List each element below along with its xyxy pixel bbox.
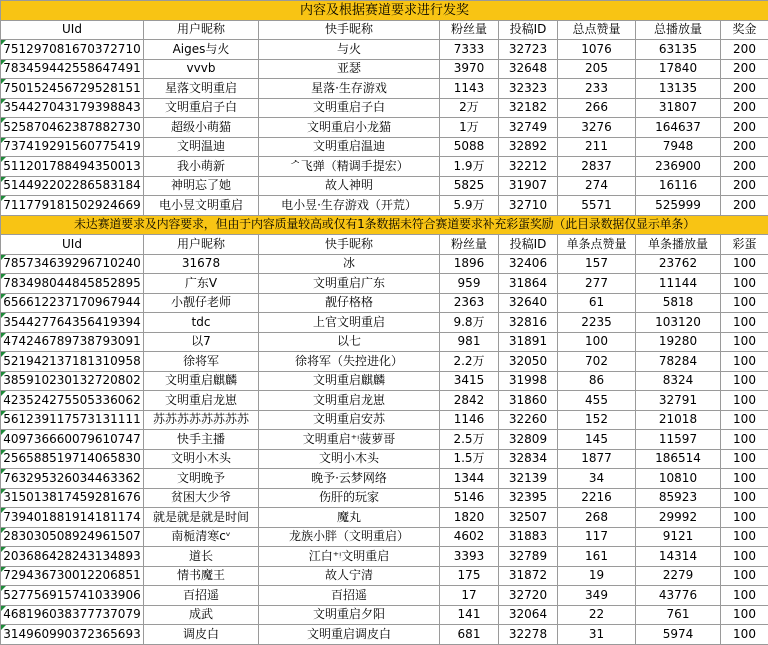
column-header: 总点赞量: [558, 20, 636, 40]
uid-cell: 511201788494350013: [1, 157, 144, 177]
likes-cell: 274: [558, 176, 636, 196]
kuaishou-nickname-cell: 故人宁清: [259, 566, 440, 586]
user-nickname-cell: vvvb: [144, 59, 259, 79]
reward-cell: 200: [721, 118, 768, 138]
uid-cell: 354427043179398843: [1, 98, 144, 118]
column-header: 总播放量: [636, 20, 721, 40]
user-nickname-cell: 情书魔王: [144, 566, 259, 586]
submission-id-cell: 31998: [499, 371, 558, 391]
column-header: 奖金: [721, 20, 768, 40]
submission-id-cell: 32050: [499, 352, 558, 372]
reward-cell: 100: [721, 449, 768, 469]
column-header: 用户昵称: [144, 235, 259, 255]
submission-id-cell: 32834: [499, 449, 558, 469]
submission-id-cell: 32323: [499, 79, 558, 99]
reward-cell: 100: [721, 352, 768, 372]
kuaishou-nickname-cell: 徐将军（失控进化）: [259, 352, 440, 372]
plays-cell: 761: [636, 605, 721, 625]
table-row: [1, 527, 768, 547]
plays-cell: 8324: [636, 371, 721, 391]
likes-cell: 277: [558, 274, 636, 294]
fans-cell: 7333: [440, 40, 499, 60]
submission-id-cell: 32749: [499, 118, 558, 138]
likes-cell: 145: [558, 430, 636, 450]
table-row: [1, 508, 768, 528]
table-row: [1, 566, 768, 586]
reward-cell: 100: [721, 371, 768, 391]
fans-cell: 3970: [440, 59, 499, 79]
submission-id-cell: 31883: [499, 527, 558, 547]
likes-cell: 157: [558, 254, 636, 274]
fans-cell: 17: [440, 586, 499, 606]
plays-cell: 10810: [636, 469, 721, 489]
submission-id-cell: 31864: [499, 274, 558, 294]
section2-title: 未达赛道要求及内容要求，但由于内容质量较高或仅有1条数据未符合赛道要求补充彩蛋奖励（此目录数据仅显示单条）: [1, 215, 768, 235]
plays-cell: 31807: [636, 98, 721, 118]
fans-cell: 3393: [440, 547, 499, 567]
uid-cell: 315013817459281676: [1, 488, 144, 508]
plays-cell: 164637: [636, 118, 721, 138]
table-row: [1, 293, 768, 313]
table-row: [1, 469, 768, 489]
plays-cell: 13135: [636, 79, 721, 99]
kuaishou-nickname-cell: 百招遥: [259, 586, 440, 606]
uid-cell: 423524275505336062: [1, 391, 144, 411]
likes-cell: 2216: [558, 488, 636, 508]
fans-cell: 5825: [440, 176, 499, 196]
plays-cell: 63135: [636, 40, 721, 60]
reward-cell: 100: [721, 313, 768, 333]
plays-cell: 2279: [636, 566, 721, 586]
fans-cell: 1万: [440, 118, 499, 138]
kuaishou-nickname-cell: 以七: [259, 332, 440, 352]
user-nickname-cell: 快手主播: [144, 430, 259, 450]
submission-id-cell: 32720: [499, 586, 558, 606]
fans-cell: 2.2万: [440, 352, 499, 372]
reward-cell: 200: [721, 176, 768, 196]
column-header: 快手昵称: [259, 20, 440, 40]
kuaishou-nickname-cell: 靓仔格格: [259, 293, 440, 313]
uid-cell: 474246789738793091: [1, 332, 144, 352]
kuaishou-nickname-cell: ᄼ飞弹（精调手提宏）: [259, 157, 440, 177]
plays-cell: 5818: [636, 293, 721, 313]
user-nickname-cell: 苏苏苏苏苏苏苏苏: [144, 410, 259, 430]
uid-cell: 256588519714065830: [1, 449, 144, 469]
reward-cell: 100: [721, 488, 768, 508]
table-row: [1, 625, 768, 645]
table-row: [1, 371, 768, 391]
kuaishou-nickname-cell: 文明重启龙崽: [259, 391, 440, 411]
table-row: [1, 254, 768, 274]
section1-title-row: [1, 1, 768, 21]
reward-cell: 200: [721, 40, 768, 60]
likes-cell: 266: [558, 98, 636, 118]
user-nickname-cell: 小靓仔老师: [144, 293, 259, 313]
uid-cell: 354427764356419394: [1, 313, 144, 333]
table-row: [1, 157, 768, 177]
fans-cell: 5.9万: [440, 196, 499, 216]
submission-id-cell: 32723: [499, 40, 558, 60]
user-nickname-cell: Aiges与火: [144, 40, 259, 60]
kuaishou-nickname-cell: 龙族小胖（文明重启）: [259, 527, 440, 547]
fans-cell: 3415: [440, 371, 499, 391]
kuaishou-nickname-cell: 故人神明: [259, 176, 440, 196]
column-header: 单条播放量: [636, 235, 721, 255]
reward-cell: 200: [721, 137, 768, 157]
plays-cell: 11144: [636, 274, 721, 294]
uid-cell: 763295326034463362: [1, 469, 144, 489]
uid-cell: 783498044845852895: [1, 274, 144, 294]
uid-cell: 751297081670372710: [1, 40, 144, 60]
reward-cell: 200: [721, 59, 768, 79]
uid-cell: 514492202286583184: [1, 176, 144, 196]
user-nickname-cell: 31678: [144, 254, 259, 274]
uid-cell: 283030508924961507: [1, 527, 144, 547]
submission-id-cell: 32892: [499, 137, 558, 157]
fans-cell: 1344: [440, 469, 499, 489]
plays-cell: 525999: [636, 196, 721, 216]
table-row: [1, 137, 768, 157]
kuaishou-nickname-cell: 晚予·云梦网络: [259, 469, 440, 489]
submission-id-cell: 32278: [499, 625, 558, 645]
fans-cell: 959: [440, 274, 499, 294]
uid-cell: 409736660079610747: [1, 430, 144, 450]
submission-id-cell: 32212: [499, 157, 558, 177]
uid-cell: 203686428243134893: [1, 547, 144, 567]
uid-cell: 385910230132720802: [1, 371, 144, 391]
plays-cell: 236900: [636, 157, 721, 177]
submission-id-cell: 32064: [499, 605, 558, 625]
submission-id-cell: 32139: [499, 469, 558, 489]
reward-cell: 100: [721, 410, 768, 430]
likes-cell: 1076: [558, 40, 636, 60]
kuaishou-nickname-cell: 亚瑟: [259, 59, 440, 79]
kuaishou-nickname-cell: 文明重启麒麟: [259, 371, 440, 391]
table-row: [1, 274, 768, 294]
submission-id-cell: 32710: [499, 196, 558, 216]
uid-cell: 737419291560775419: [1, 137, 144, 157]
table-row: [1, 430, 768, 450]
reward-cell: 200: [721, 79, 768, 99]
plays-cell: 43776: [636, 586, 721, 606]
reward-cell: 100: [721, 430, 768, 450]
user-nickname-cell: 文明小木头: [144, 449, 259, 469]
column-header: 快手昵称: [259, 235, 440, 255]
likes-cell: 1877: [558, 449, 636, 469]
kuaishou-nickname-cell: 文明重启⁺ᵎ菠萝哥: [259, 430, 440, 450]
kuaishou-nickname-cell: 冰: [259, 254, 440, 274]
fans-cell: 1820: [440, 508, 499, 528]
table-row: [1, 605, 768, 625]
fans-cell: 141: [440, 605, 499, 625]
likes-cell: 5571: [558, 196, 636, 216]
likes-cell: 702: [558, 352, 636, 372]
uid-cell: 739401881914181174: [1, 508, 144, 528]
likes-cell: 455: [558, 391, 636, 411]
uid-cell: 468196038377737079: [1, 605, 144, 625]
fans-cell: 2363: [440, 293, 499, 313]
table-row: [1, 352, 768, 372]
reward-cell: 100: [721, 586, 768, 606]
reward-cell: 100: [721, 625, 768, 645]
kuaishou-nickname-cell: 江白⁺ᵎ文明重启: [259, 547, 440, 567]
likes-cell: 100: [558, 332, 636, 352]
likes-cell: 349: [558, 586, 636, 606]
fans-cell: 5088: [440, 137, 499, 157]
section2-header-row: [1, 235, 768, 255]
submission-id-cell: 31891: [499, 332, 558, 352]
table-row: [1, 410, 768, 430]
plays-cell: 32791: [636, 391, 721, 411]
uid-cell: 711779181502924669: [1, 196, 144, 216]
table-row: [1, 547, 768, 567]
likes-cell: 22: [558, 605, 636, 625]
fans-cell: 2万: [440, 98, 499, 118]
likes-cell: 19: [558, 566, 636, 586]
reward-cell: 100: [721, 469, 768, 489]
column-header: 粉丝量: [440, 235, 499, 255]
reward-cell: 100: [721, 293, 768, 313]
user-nickname-cell: 超级小萌猫: [144, 118, 259, 138]
likes-cell: 61: [558, 293, 636, 313]
reward-cell: 100: [721, 566, 768, 586]
likes-cell: 2837: [558, 157, 636, 177]
likes-cell: 152: [558, 410, 636, 430]
table-row: [1, 488, 768, 508]
fans-cell: 9.8万: [440, 313, 499, 333]
user-nickname-cell: 贫困大少爷: [144, 488, 259, 508]
kuaishou-nickname-cell: 文明小木头: [259, 449, 440, 469]
reward-cell: 100: [721, 391, 768, 411]
plays-cell: 103120: [636, 313, 721, 333]
fans-cell: 681: [440, 625, 499, 645]
likes-cell: 117: [558, 527, 636, 547]
table-row: [1, 586, 768, 606]
plays-cell: 7948: [636, 137, 721, 157]
kuaishou-nickname-cell: 伤肝的玩家: [259, 488, 440, 508]
user-nickname-cell: 百招遥: [144, 586, 259, 606]
column-header: UId: [1, 235, 144, 255]
table-row: [1, 59, 768, 79]
user-nickname-cell: tdc: [144, 313, 259, 333]
uid-cell: 527756915741033906: [1, 586, 144, 606]
submission-id-cell: 32182: [499, 98, 558, 118]
fans-cell: 1143: [440, 79, 499, 99]
user-nickname-cell: 以7: [144, 332, 259, 352]
reward-cell: 200: [721, 157, 768, 177]
uid-cell: 750152456729528151: [1, 79, 144, 99]
plays-cell: 85923: [636, 488, 721, 508]
uid-cell: 785734639296710240: [1, 254, 144, 274]
user-nickname-cell: 就是就是就是时间: [144, 508, 259, 528]
submission-id-cell: 32809: [499, 430, 558, 450]
likes-cell: 31: [558, 625, 636, 645]
submission-id-cell: 31872: [499, 566, 558, 586]
column-header: 单条点赞量: [558, 235, 636, 255]
submission-id-cell: 32260: [499, 410, 558, 430]
column-header: 彩蛋: [721, 235, 768, 255]
table-row: [1, 332, 768, 352]
fans-cell: 2.5万: [440, 430, 499, 450]
fans-cell: 1896: [440, 254, 499, 274]
reward-cell: 200: [721, 98, 768, 118]
plays-cell: 19280: [636, 332, 721, 352]
uid-cell: 561239117573131111: [1, 410, 144, 430]
fans-cell: 1.9万: [440, 157, 499, 177]
user-nickname-cell: 文明重启龙崽: [144, 391, 259, 411]
reward-cell: 100: [721, 254, 768, 274]
plays-cell: 9121: [636, 527, 721, 547]
column-header: 投稿ID: [499, 235, 558, 255]
submission-id-cell: 31907: [499, 176, 558, 196]
kuaishou-nickname-cell: 电小昱·生存游戏（开荒）: [259, 196, 440, 216]
fans-cell: 1.5万: [440, 449, 499, 469]
table-row: [1, 313, 768, 333]
uid-cell: 783459442558647491: [1, 59, 144, 79]
kuaishou-nickname-cell: 文明重启子白: [259, 98, 440, 118]
submission-id-cell: 32406: [499, 254, 558, 274]
likes-cell: 161: [558, 547, 636, 567]
submission-id-cell: 31860: [499, 391, 558, 411]
section1-title: 内容及根据赛道要求进行发奖: [1, 1, 768, 21]
table-row: [1, 176, 768, 196]
likes-cell: 211: [558, 137, 636, 157]
submission-id-cell: 32395: [499, 488, 558, 508]
user-nickname-cell: 星落文明重启: [144, 79, 259, 99]
kuaishou-nickname-cell: 星落·生存游戏: [259, 79, 440, 99]
likes-cell: 3276: [558, 118, 636, 138]
plays-cell: 5974: [636, 625, 721, 645]
section1-header-row: [1, 20, 768, 40]
plays-cell: 23762: [636, 254, 721, 274]
submission-id-cell: 32816: [499, 313, 558, 333]
plays-cell: 29992: [636, 508, 721, 528]
plays-cell: 78284: [636, 352, 721, 372]
reward-cell: 100: [721, 332, 768, 352]
fans-cell: 175: [440, 566, 499, 586]
submission-id-cell: 32507: [499, 508, 558, 528]
user-nickname-cell: 调皮白: [144, 625, 259, 645]
fans-cell: 4602: [440, 527, 499, 547]
likes-cell: 2235: [558, 313, 636, 333]
kuaishou-nickname-cell: 文明重启夕阳: [259, 605, 440, 625]
table-row: [1, 40, 768, 60]
kuaishou-nickname-cell: 文明重启调皮白: [259, 625, 440, 645]
plays-cell: 17840: [636, 59, 721, 79]
kuaishou-nickname-cell: 文明重启温迪: [259, 137, 440, 157]
kuaishou-nickname-cell: 文明重启广东: [259, 274, 440, 294]
user-nickname-cell: 文明晚予: [144, 469, 259, 489]
table-row: [1, 79, 768, 99]
submission-id-cell: 32648: [499, 59, 558, 79]
plays-cell: 11597: [636, 430, 721, 450]
reward-cell: 100: [721, 508, 768, 528]
likes-cell: 86: [558, 371, 636, 391]
sheet-body: [1, 1, 768, 645]
user-nickname-cell: 文明重启麒麟: [144, 371, 259, 391]
likes-cell: 268: [558, 508, 636, 528]
plays-cell: 186514: [636, 449, 721, 469]
uid-cell: 656612237170967944: [1, 293, 144, 313]
plays-cell: 14314: [636, 547, 721, 567]
reward-cell: 200: [721, 196, 768, 216]
submission-id-cell: 32789: [499, 547, 558, 567]
user-nickname-cell: 我小萌新: [144, 157, 259, 177]
table-row: [1, 196, 768, 216]
likes-cell: 34: [558, 469, 636, 489]
kuaishou-nickname-cell: 文明重启安苏: [259, 410, 440, 430]
user-nickname-cell: 电小昱文明重启: [144, 196, 259, 216]
user-nickname-cell: 广东V: [144, 274, 259, 294]
uid-cell: 525870462387882730: [1, 118, 144, 138]
uid-cell: 521942137181310958: [1, 352, 144, 372]
user-nickname-cell: 神明忘了她: [144, 176, 259, 196]
table-row: [1, 118, 768, 138]
submission-id-cell: 32640: [499, 293, 558, 313]
kuaishou-nickname-cell: 文明重启小龙猫: [259, 118, 440, 138]
reward-cell: 100: [721, 605, 768, 625]
uid-cell: 729436730012206851: [1, 566, 144, 586]
user-nickname-cell: 文明温迪: [144, 137, 259, 157]
plays-cell: 21018: [636, 410, 721, 430]
table-row: [1, 391, 768, 411]
kuaishou-nickname-cell: 上官文明重启: [259, 313, 440, 333]
user-nickname-cell: 道长: [144, 547, 259, 567]
section2-title-row: [1, 215, 768, 235]
reward-cell: 100: [721, 547, 768, 567]
table-row: [1, 98, 768, 118]
kuaishou-nickname-cell: 与火: [259, 40, 440, 60]
user-nickname-cell: 徐将军: [144, 352, 259, 372]
column-header: 粉丝量: [440, 20, 499, 40]
fans-cell: 981: [440, 332, 499, 352]
column-header: 用户昵称: [144, 20, 259, 40]
plays-cell: 16116: [636, 176, 721, 196]
fans-cell: 5146: [440, 488, 499, 508]
column-header: UId: [1, 20, 144, 40]
fans-cell: 2842: [440, 391, 499, 411]
likes-cell: 205: [558, 59, 636, 79]
likes-cell: 233: [558, 79, 636, 99]
kuaishou-nickname-cell: 魔丸: [259, 508, 440, 528]
fans-cell: 1146: [440, 410, 499, 430]
reward-cell: 100: [721, 274, 768, 294]
uid-cell: 314960990372365693: [1, 625, 144, 645]
user-nickname-cell: 南栀清寒ᴄᵛ: [144, 527, 259, 547]
table-row: [1, 449, 768, 469]
user-nickname-cell: 文明重启子白: [144, 98, 259, 118]
column-header: 投稿ID: [499, 20, 558, 40]
reward-cell: 100: [721, 527, 768, 547]
user-nickname-cell: 成武: [144, 605, 259, 625]
